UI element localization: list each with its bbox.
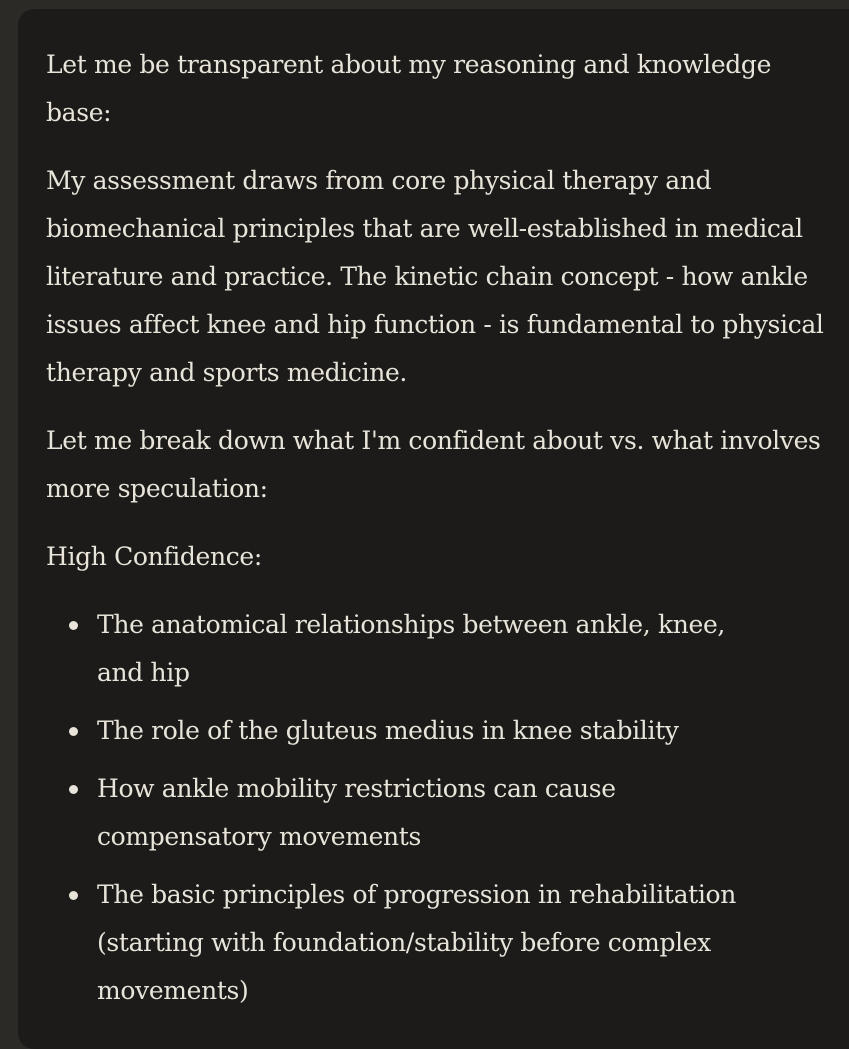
list-item <box>46 707 737 755</box>
list-item-text: The basic principles of progression in rehabilitation (starting with foundation/stability before complex movements) <box>97 880 736 1005</box>
list-item-text: The role of the gluteus medius in knee stability <box>97 716 679 745</box>
bullet-icon <box>69 891 78 900</box>
list-item-text: How ankle mobility restrictions can cause compensatory movements <box>97 774 616 851</box>
bullet-icon <box>69 785 78 794</box>
bullet-icon <box>69 621 78 630</box>
section-heading: High Confidence: <box>46 542 262 571</box>
intro-paragraph: Let me be transparent about my reasoning and knowledge base: <box>46 50 772 127</box>
list-item <box>46 871 797 1015</box>
assessment-paragraph: My assessment draws from core physical therapy and biomechanical principles that are well-established in medical literature and practice. The kinetic chain concept - how ankle issues affect knee and hip function - is fundamental to physical therapy and sports medicine. <box>46 166 824 387</box>
list-item <box>46 765 737 861</box>
confidence-list <box>46 601 849 1015</box>
list-item <box>46 601 737 697</box>
bullet-icon <box>69 727 78 736</box>
breakdown-paragraph: Let me break down what I'm confident about vs. what involves more speculation: <box>46 426 821 503</box>
assistant-message <box>18 9 849 1049</box>
list-item-text: The anatomical relationships between ankle, knee, and hip <box>97 610 725 687</box>
